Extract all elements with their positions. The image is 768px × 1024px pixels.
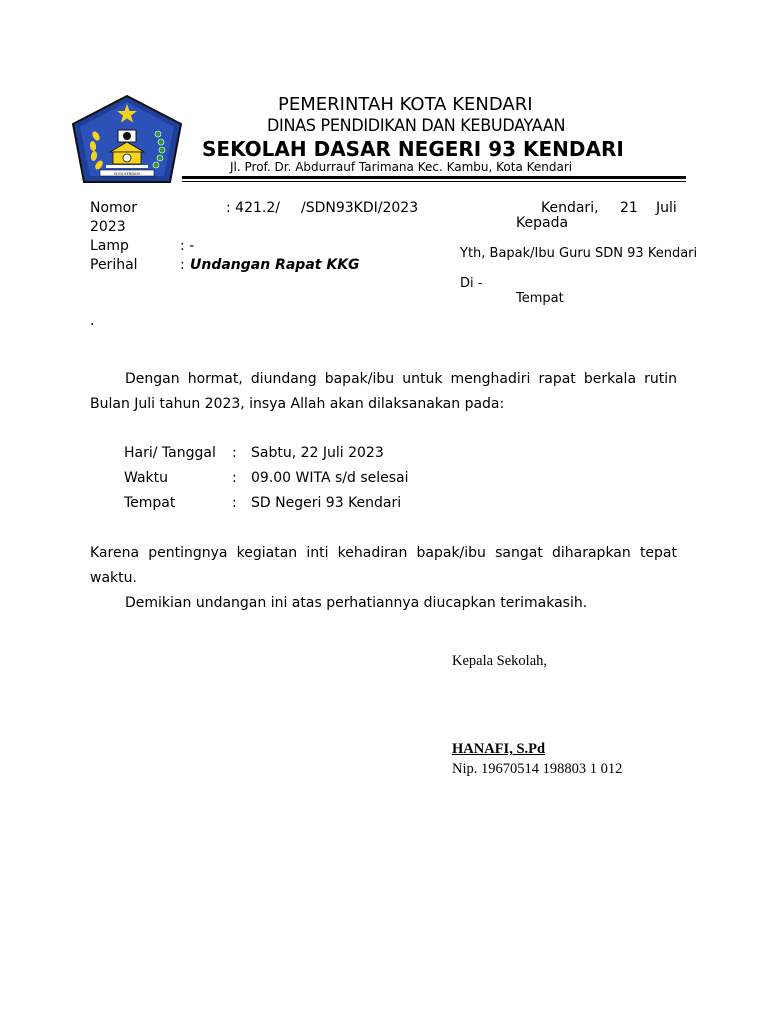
nomor-value: : 421.2/ <box>226 200 280 216</box>
detail-value-time: 09.00 WITA s/d selesai <box>251 470 409 486</box>
nomor-value-suffix: /SDN93KDI/2023 <box>301 200 419 216</box>
lamp-label: Lamp <box>90 238 129 254</box>
nomor-label: Nomor <box>90 200 137 216</box>
recipient-name: Yth, Bapak/Ibu Guru SDN 93 Kendari <box>460 246 698 261</box>
header-school-name: SEKOLAH DASAR NEGERI 93 KENDARI <box>202 137 624 161</box>
detail-label-place: Tempat <box>124 495 176 511</box>
recipient-di: Di - <box>460 276 483 291</box>
perihal-colon: : <box>180 257 185 273</box>
letter-day: 21 <box>620 200 638 216</box>
closing-paragraph: Demikian undangan ini atas perhatiannya diucapkan terimakasih. <box>125 595 588 611</box>
perihal-label: Perihal <box>90 257 138 273</box>
letter-month: Juli <box>656 200 677 216</box>
header-government: PEMERINTAH KOTA KENDARI <box>278 94 533 115</box>
perihal-value: Undangan Rapat KKG <box>190 257 360 273</box>
detail-value-date: Sabtu, 22 Juli 2023 <box>251 445 384 461</box>
header-rule-thick <box>182 176 686 179</box>
logo-caption: KOTA KENDARI <box>114 172 140 176</box>
detail-colon-date: : <box>232 445 237 461</box>
detail-label-time: Waktu <box>124 470 168 486</box>
kepada-label: Kepada <box>516 215 569 231</box>
lamp-value: : - <box>180 238 195 254</box>
signature-name: HANAFI, S.Pd <box>452 741 546 757</box>
header-rule-thin <box>182 181 686 182</box>
signature-title: Kepala Sekolah, <box>452 653 548 669</box>
opening-paragraph: Dengan hormat, diundang bapak/ibu untuk menghadiri rapat berkala rutin Bulan Juli tahun 2023, insya Allah akan dilaksanakan pada: <box>90 371 677 412</box>
detail-colon-place: : <box>232 495 237 511</box>
stray-dot: . <box>90 313 95 329</box>
header-department: DINAS PENDIDIKAN DAN KEBUDAYAAN <box>267 116 566 135</box>
detail-label-date: Hari/ Tanggal <box>124 445 216 461</box>
importance-paragraph: Karena pentingnya kegiatan inti kehadiran bapak/ibu sangat diharapkan tepat waktu. <box>90 545 677 586</box>
letter-city: Kendari, <box>541 200 599 216</box>
detail-colon-time: : <box>232 470 237 486</box>
header-address: Jl. Prof. Dr. Abdurrauf Tarimana Kec. Kambu, Kota Kendari <box>230 160 573 174</box>
kota-kendari-emblem <box>70 94 184 186</box>
nomor-year: 2023 <box>90 219 126 235</box>
signature-nip: Nip. 19670514 198803 1 012 <box>452 761 623 777</box>
recipient-place: Tempat <box>516 291 564 306</box>
detail-value-place: SD Negeri 93 Kendari <box>251 495 402 511</box>
